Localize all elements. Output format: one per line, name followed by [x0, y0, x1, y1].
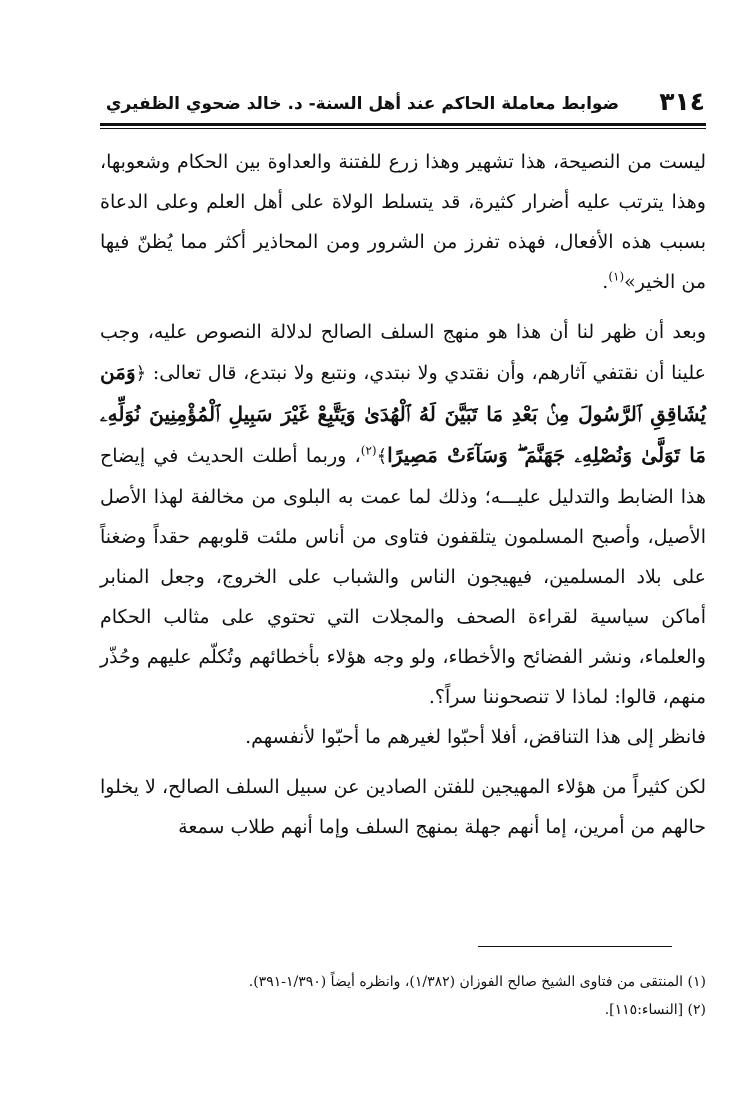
quran-verse: وَمَن يُشَاقِقِ ٱلرَّسُولَ مِنۢ بَعْدِ مَا تَبَيَّنَ لَهُ ٱلْهُدَىٰ وَيَتَّبِعْ غَيْرَ سَبِيلِ ٱلْمُؤْمِنِينَ نُوَلِّهِۦ مَا تَوَلَّىٰ وَنُصْلِهِۦ جَهَنَّمَ ۖ وَسَآءَتْ مَصِيرًا	[100, 360, 707, 467]
paragraph-1-end: .	[602, 271, 609, 293]
paragraph-2-rest: ، وربما أطلت الحديث في إيضاح هذا الضابط والتدليل عليـــه؛ وذلك لما عمت به البلوى من مخالفة لهذا الأصل الأصيل، وأصبح المسلمون يتلقفون فتاوى من أناس ملئت قلوبهم حقداً وضغناً على بلاد المسلمين، فيهيجون الناس والشباب على الخروج، وجعل المنابر أماكن سياسية لقراءة الصحف والمجلات التي تحتوي على مثالب الحكام والعلماء، ونشر الفضائح والأخطاء، ولو وجه هؤلاء بأخطائهم وتُكلّم عليهم وحُذّر منهم، قالوا: لماذا لا تنصحوننا سراً؟.	[100, 445, 706, 708]
page-header	[100, 86, 705, 126]
footnote-ref-2: (٢)	[360, 443, 377, 458]
paragraph-4: لكن كثيراً من هؤلاء المهيجين للفتن الصادين عن سبيل السلف الصالح، لا يخلوا حالهم من أمرين، إما أنهم جهلة بمنهج السلف وإما أنهم طلاب سمعة	[100, 776, 706, 838]
quran-open-bracket: ﴿	[135, 363, 147, 384]
page-number: ٣١٤	[659, 87, 705, 116]
paragraph-3: فانظر إلى هذا التناقض، أفلا أحبّوا لغيرهم ما أحبّوا لأنفسهم.	[245, 726, 706, 748]
footnote-1: (١) المنتقى من فتاوى الشيخ صالح الفوزان (١/٣٨٢)، وانظره أيضاً (١/٣٩٠-٣٩١).	[248, 974, 706, 990]
paragraph-2-intro: وبعد أن ظهر لنا أن هذا هو منهج السلف الصالح لدلالة النصوص عليه، وجب علينا أن نقتفي آثارهم، وأن نقتدي ولا نبتدي، ونتبع ولا نبتدع، قال تعالى:	[100, 321, 706, 384]
body-text	[100, 142, 706, 847]
paragraph-2	[100, 312, 706, 717]
quran-close-bracket: ﴾	[376, 446, 388, 467]
footnote-separator	[478, 946, 672, 947]
running-title: ضوابط معاملة الحاكم عند أهل السنة- د. خالد ضحوي الظفيري	[105, 94, 619, 114]
footnote-2: (٢) [النساء:١١٥].	[604, 1002, 706, 1018]
footnote-ref-1: (١)	[608, 269, 625, 284]
header-rule-thick	[100, 123, 706, 126]
paragraph-1	[100, 142, 706, 302]
header-rule-thin	[100, 128, 706, 129]
paragraph-1-text: ليست من النصيحة، هذا تشهير وهذا زرع للفتنة والعداوة بين الحكام وشعوبها، وهذا يترتب عليه أضرار كثيرة، قد يتسلط الولاة على أهل العلم وعلى الدعاة بسبب هذه الأفعال، فهذه تفرز من الشرور ومن المحاذير أكثر مما يُظنّ فيها من الخير»	[100, 151, 706, 293]
footnotes	[100, 968, 706, 1024]
